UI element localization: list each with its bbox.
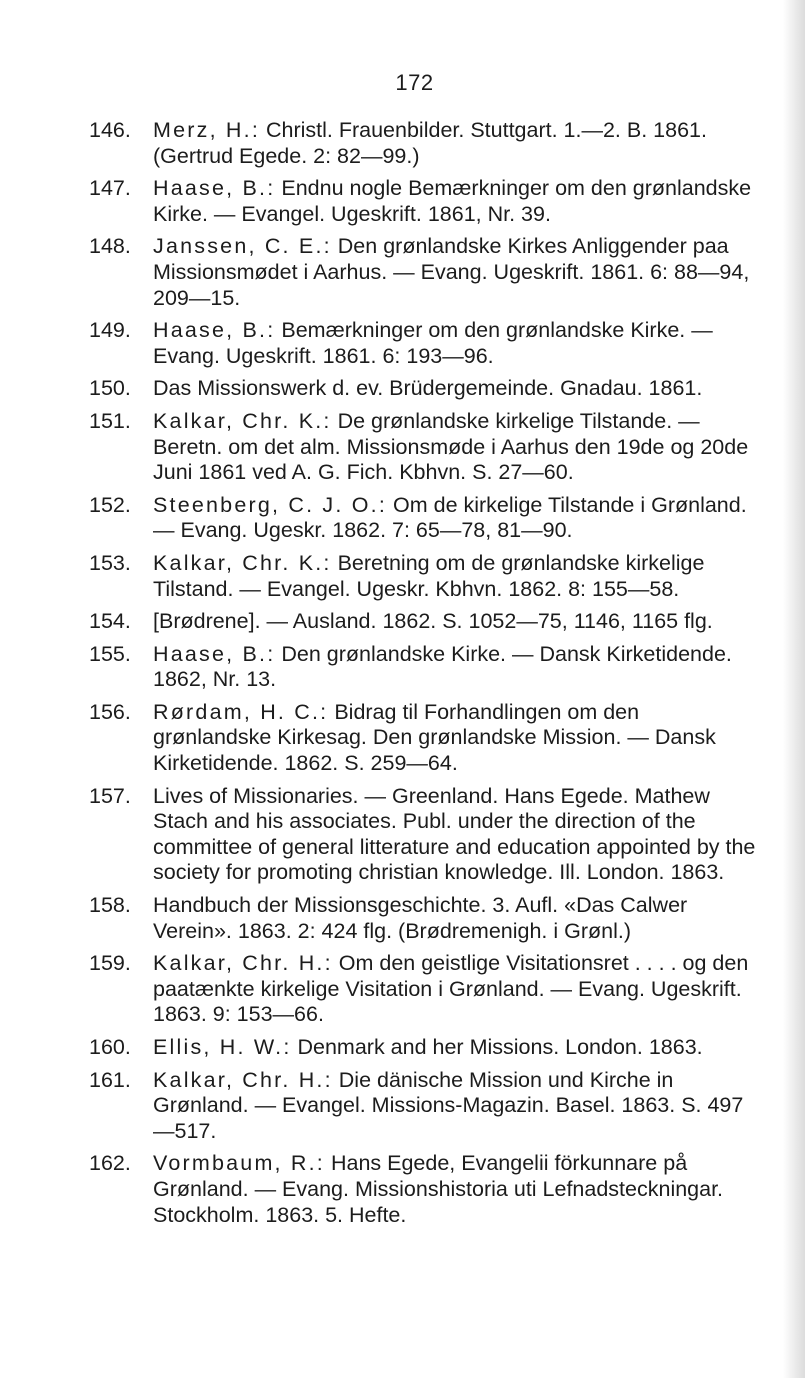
entry-text xyxy=(153,176,757,227)
bibliography-entry xyxy=(89,1035,757,1061)
entry-description: Bidrag til Forhandlingen om den grønlandske Kirkesag. Den grønlandske Mission. — Dansk Kirketidende. 1862. S. 259—64. xyxy=(153,699,716,776)
bibliography-entry xyxy=(89,493,757,544)
entry-text xyxy=(153,234,757,311)
entry-number: 151. xyxy=(89,408,131,433)
entry-text xyxy=(153,642,757,693)
entry-text xyxy=(153,376,757,402)
entry-number: 146. xyxy=(89,118,131,142)
entry-description: Den grønlandske Kirkes Anliggender paa Missionsmødet i Aarhus. — Evang. Ugeskrift. 1861. 6: 88—94, 209—15. xyxy=(153,234,750,310)
entry-number: 148. xyxy=(89,234,131,259)
entry-description: Hans Egede, Evangelii förkunnare på Grønland. — Evang. Missionshistoria uti Lefnadsteckningar. Stockholm. 1863. 5. Hefte. xyxy=(153,1151,724,1227)
entry-author: Haase, B.: xyxy=(153,318,276,343)
entry-description: [Brødrene]. — Ausland. 1862. S. 1052—75, 1146, 1165 flg. xyxy=(153,609,713,634)
entry-number: 159. xyxy=(89,951,131,976)
entry-author: Haase, B.: xyxy=(153,641,276,666)
entry-number: 149. xyxy=(89,318,131,343)
bibliography-entry xyxy=(89,642,757,693)
bibliography-entry xyxy=(89,609,757,635)
entry-author: Ellis, H. W.: xyxy=(153,1035,292,1059)
entry-description: Das Missionswerk d. ev. Brüdergemeinde. Gnadau. 1861. xyxy=(153,376,703,401)
entry-description: Den grønlandske Kirke. — Dansk Kirketidende. 1862, Nr. 13. xyxy=(153,641,732,692)
entry-description: Handbuch der Missionsgeschichte. 3. Aufl. «Das Calwer Verein». 1863. 2: 424 flg. (Brødremenigh. i Grønl.) xyxy=(153,893,688,943)
entry-description: Christl. Frauenbilder. Stuttgart. 1.—2. B. 1861. (Gertrud Egede. 2: 82—99.) xyxy=(153,118,707,168)
entry-author: Merz, H.: xyxy=(153,118,260,142)
entry-number: 153. xyxy=(89,550,131,575)
entry-number: 157. xyxy=(89,783,131,808)
entry-text xyxy=(153,1035,757,1061)
entry-number: 152. xyxy=(89,492,131,517)
entry-author: Kalkar, Chr. H.: xyxy=(153,1067,333,1092)
entry-author: Steenberg, C. J. O.: xyxy=(153,492,388,517)
entry-author: Janssen, C. E.: xyxy=(153,234,332,259)
entry-text xyxy=(153,318,757,369)
entry-text xyxy=(153,951,757,1028)
entry-author: Vormbaum, R.: xyxy=(153,1151,325,1176)
bibliography-list xyxy=(89,118,757,1235)
bibliography-entry xyxy=(89,700,757,777)
entry-number: 154. xyxy=(89,609,131,634)
entry-description: Endnu nogle Bemærkninger om den grønlandske Kirke. — Evangel. Ugeskrift. 1861, Nr. 39. xyxy=(153,176,752,226)
entry-text xyxy=(153,551,757,602)
bibliography-entry xyxy=(89,1068,757,1145)
bibliography-entry xyxy=(89,318,757,369)
entry-number: 150. xyxy=(89,376,131,401)
bibliography-entry xyxy=(89,893,757,944)
entry-author: Kalkar, Chr. K.: xyxy=(153,408,332,433)
entry-text xyxy=(153,893,757,944)
entry-description: Denmark and her Missions. London. 1863. xyxy=(297,1035,703,1059)
page-edge-shadow xyxy=(783,0,805,1378)
entry-number: 147. xyxy=(89,176,131,201)
entry-number: 156. xyxy=(89,699,131,724)
entry-number: 160. xyxy=(89,1035,131,1059)
entry-text xyxy=(153,409,757,486)
bibliography-entry xyxy=(89,551,757,602)
entry-number: 161. xyxy=(89,1067,131,1092)
entry-text xyxy=(153,1151,757,1228)
entry-author: Kalkar, Chr. H.: xyxy=(153,951,333,976)
entry-text xyxy=(153,493,757,544)
entry-description: De grønlandske kirkelige Tilstande. — Beretn. om det alm. Missionsmøde i Aarhus den 19de og 20de Juni 1861 ved A. G. Fich. Kbhvn. S. 27—60. xyxy=(153,408,749,485)
bibliography-entry xyxy=(89,951,757,1028)
bibliography-entry xyxy=(89,409,757,486)
entry-text xyxy=(153,1068,757,1145)
bibliography-entry xyxy=(89,1151,757,1228)
entry-number: 162. xyxy=(89,1151,131,1176)
entry-number: 158. xyxy=(89,893,131,918)
bibliography-entry xyxy=(89,176,757,227)
page-number: 172 xyxy=(395,70,434,95)
bibliography-entry xyxy=(89,376,757,402)
entry-author: Kalkar, Chr. K.: xyxy=(153,550,332,575)
entry-text xyxy=(153,609,757,635)
entry-text xyxy=(153,784,757,886)
entry-text xyxy=(153,700,757,777)
entry-description: Beretning om de grønlandske kirkelige Tilstand. — Evangel. Ugeskr. Kbhvn. 1862. 8: 155—58. xyxy=(153,550,705,601)
entry-number: 155. xyxy=(89,641,131,666)
entry-description: Bemærkninger om den grønlandske Kirke. — Evang. Ugeskrift. 1861. 6: 193—96. xyxy=(153,318,713,368)
entry-author: Rørdam, H. C.: xyxy=(153,699,329,724)
entry-description: Om de kirkelige Tilstande i Grønland. — Evang. Ugeskr. 1862. 7: 65—78, 81—90. xyxy=(153,492,747,543)
bibliography-entry xyxy=(89,234,757,311)
entry-author: Haase, B.: xyxy=(153,176,276,201)
bibliography-entry xyxy=(89,118,757,169)
entry-text xyxy=(153,118,757,169)
bibliography-entry xyxy=(89,784,757,886)
entry-description: Lives of Missionaries. — Greenland. Hans Egede. Mathew Stach and his associates. Publ. under the direction of the committee of general litterature and education appointed by the society for promoting christian knowledge. Ill. London. 1863. xyxy=(153,783,756,885)
entry-description: Die dänische Mission und Kirche in Grønland. — Evangel. Missions-Magazin. Basel. 1863. S. 497—517. xyxy=(153,1067,744,1143)
entry-description: Om den geistlige Visitationsret . . . . og den paatænkte kirkelige Visitation i Grønland. — Evang. Ugeskrift. 1863. 9: 153—66. xyxy=(153,951,749,1027)
